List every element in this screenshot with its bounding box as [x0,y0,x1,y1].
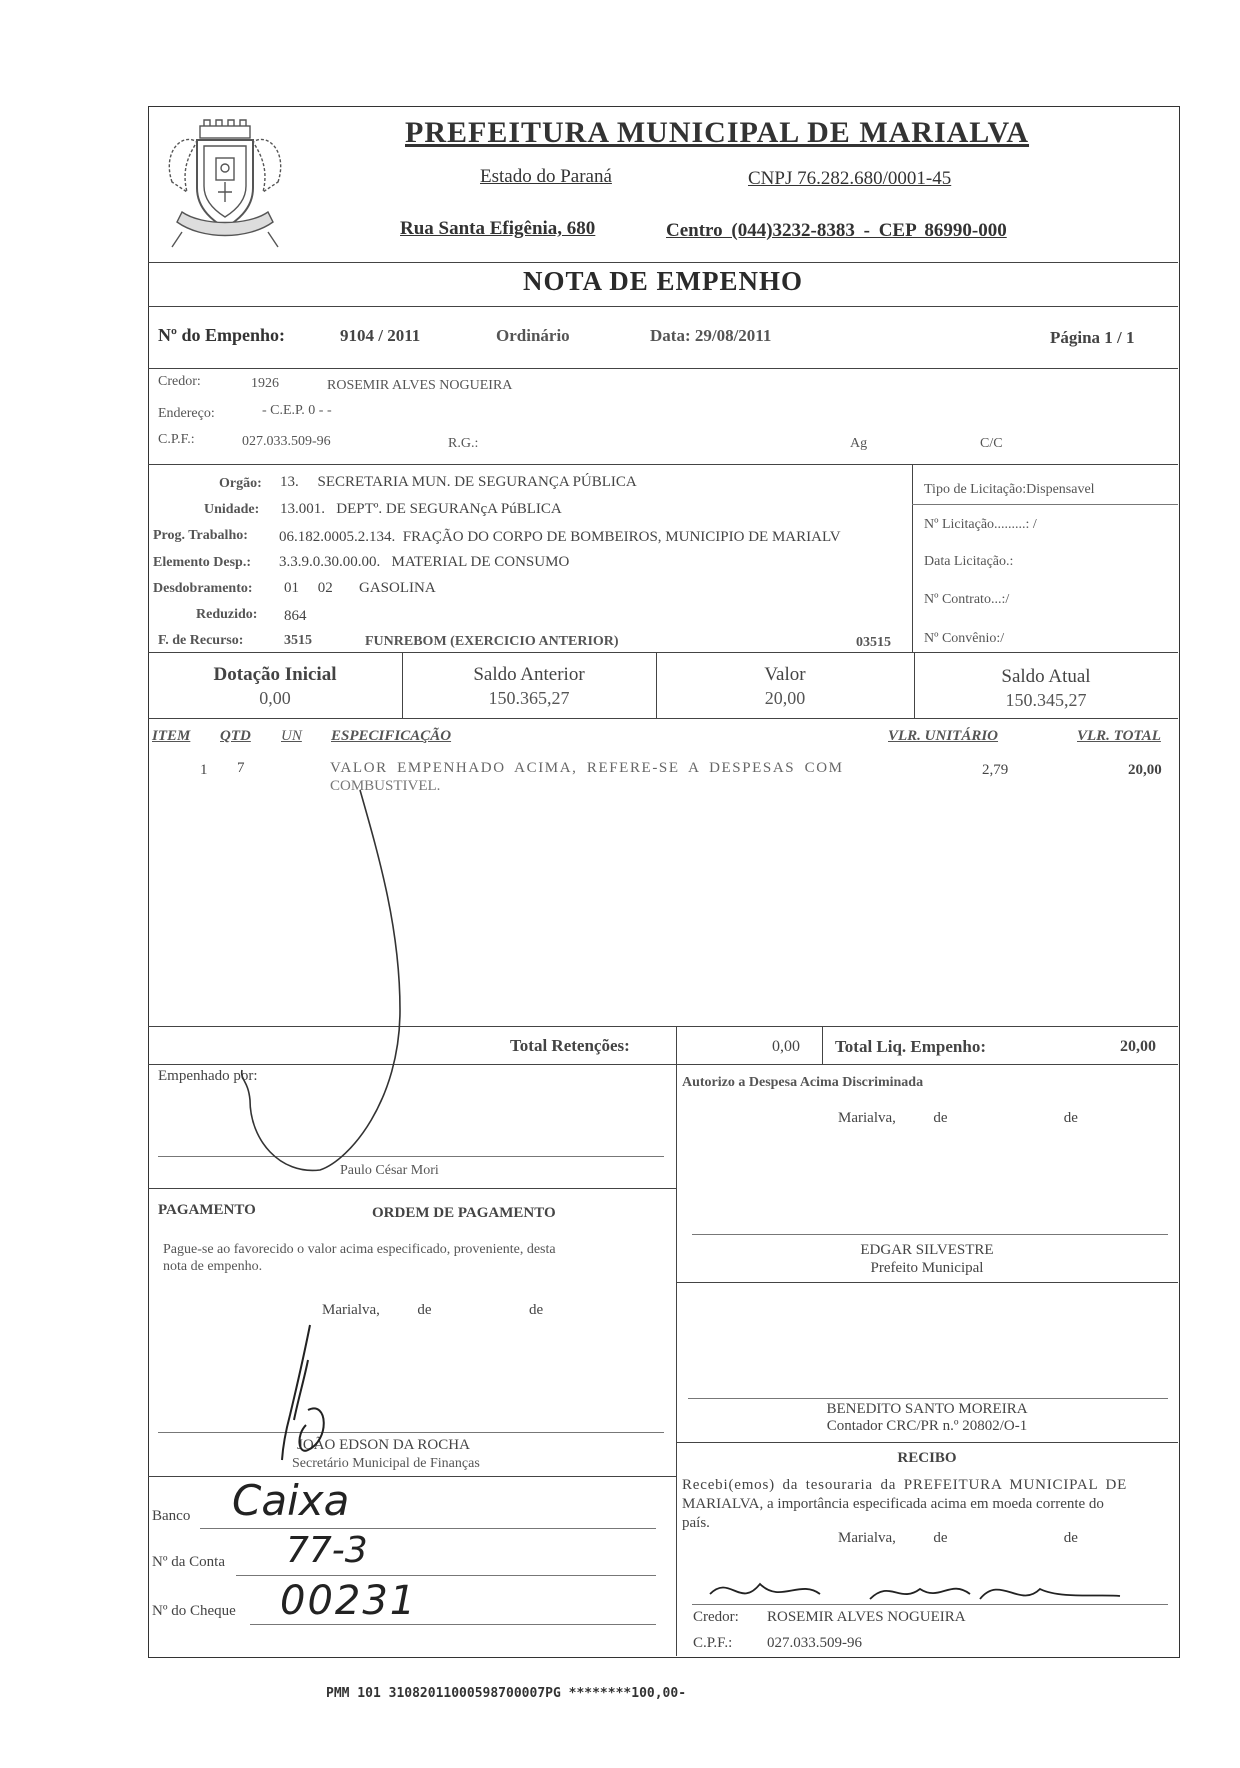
cc-label: C/C [980,436,1003,451]
recurso-code: 3515 [284,633,312,648]
address-label: Rua Santa Efigênia, 680 [400,218,596,239]
orgao-label: Orgão: [219,476,262,491]
recibo-cpf-value: 027.033.509-96 [767,1635,862,1651]
row-qtd: 7 [237,760,245,776]
balance-anterior-value: 150.365,27 [488,688,570,708]
rg-label: R.G.: [448,436,479,451]
licitacao-tipo: Tipo de Licitação:Dispensavel [924,482,1095,497]
state-label: Estado do Paraná [480,166,612,187]
licitacao-convenio: Nº Convênio:/ [924,631,1005,646]
recurso-label: F. de Recurso: [158,633,244,648]
empenho-type: Ordinário [496,326,570,345]
col-spec-header: ESPECIFICAÇÃO [331,728,452,744]
coat-of-arms-logo [152,112,298,258]
municipality-title: PREFEITURA MUNICIPAL DE MARIALVA [405,116,1030,149]
cpf-value: 027.033.509-96 [242,434,331,449]
row-total: 20,00 [1128,762,1162,778]
col-qtd-header: QTD [220,728,251,744]
desdobramento-label: Desdobramento: [153,581,253,596]
cnpj-label: CNPJ 76.282.680/0001-45 [748,168,952,189]
recibo-signature [700,1574,1140,1614]
empenho-number-label: Nº do Empenho: [158,325,285,345]
recibo-label: RECIBO [897,1450,957,1466]
recibo-text-line1: Recebi(emos) da tesouraria da PREFEITURA MUNICIPAL DE [682,1477,1128,1493]
elemento-value: 3.3.9.0.30.00.00. MATERIAL DE CONSUMO [279,554,570,570]
autorizo-label: Autorizo a Despesa Acima Discriminada [682,1075,924,1090]
footer-code: PMM 101 31082011000598700007PG ********100,00- [326,1686,687,1701]
endereco-value: - C.E.P. 0 - - [262,403,332,418]
banco-handwritten: Caixa [232,1476,350,1525]
pagamento-text-line2: nota de empenho. [163,1259,263,1274]
pagamento-label: PAGAMENTO [158,1202,256,1218]
row-item: 1 [200,762,208,778]
recurso-code2: 03515 [856,635,891,650]
recibo-credor-label: Credor: [693,1609,739,1625]
page-number: Página 1 / 1 [1050,328,1135,347]
balance-atual-value: 150.345,27 [1005,690,1087,710]
document-title: NOTA DE EMPENHO [522,266,804,296]
autorizo-place-date: Marialva, de de [838,1110,1078,1126]
liquido-label: Total Liq. Empenho: [835,1037,986,1056]
ordem-pagamento-label: ORDEM DE PAGAMENTO [372,1205,556,1221]
ag-label: Ag [850,436,868,451]
autorizo-signer: EDGAR SILVESTRE [860,1242,994,1258]
unidade-label: Unidade: [204,502,260,517]
balance-dotacao-label: Dotação Inicial [213,664,337,685]
cpf-label: C.P.F.: [158,432,195,447]
pagamento-signature [268,1320,348,1470]
col-unit-header: VLR. UNITÁRIO [888,728,999,744]
recibo-credor-name: ROSEMIR ALVES NOGUEIRA [767,1609,966,1625]
district-phone-cep: Centro (044)3232-8383 - CEP 86990-000 [666,220,1007,241]
recibo-place-date: Marialva, de de [838,1530,1078,1546]
licitacao-numero: Nº Licitação.........: / [924,517,1037,532]
licitacao-contrato: Nº Contrato...:/ [924,592,1010,607]
col-item-header: ITEM [152,728,191,744]
desdobramento-value: 01 02 GASOLINA [284,580,436,596]
empenho-number: 9104 / 2011 [340,326,421,345]
pagamento-role: Secretário Municipal de Finanças [292,1456,480,1471]
conta-label: Nº da Conta [152,1554,225,1570]
balance-valor-label: Valor [764,664,806,685]
cheque-label: Nº do Cheque [152,1603,236,1619]
retencoes-label: Total Retenções: [510,1036,630,1055]
contador-signer: BENEDITO SANTO MOREIRA [826,1401,1028,1417]
elemento-label: Elemento Desp.: [153,555,251,570]
cheque-handwritten: 00231 [280,1578,418,1624]
prog-label: Prog. Trabalho: [153,528,248,543]
pagamento-place-date: Marialva, de de [322,1302,544,1318]
pagamento-text-line1: Pague-se ao favorecido o valor acima especificado, proveniente, desta [163,1242,556,1257]
balance-valor-value: 20,00 [764,688,806,708]
pagamento-signer: JOÃO EDSON DA ROCHA [297,1437,470,1453]
retencoes-value: 0,00 [772,1038,800,1055]
liquido-value: 20,00 [1120,1038,1156,1055]
endereco-label: Endereço: [158,406,215,421]
row-spec-line2: COMBUSTIVEL. [330,778,441,794]
licitacao-data: Data Licitação.: [924,554,1014,569]
recurso-name: FUNREBOM (EXERCICIO ANTERIOR) [365,634,619,649]
col-un-header: UN [281,728,302,744]
unidade-value: 13.001. DEPTº. DE SEGURANçA PúBLICA [280,501,562,517]
recibo-text-line3: país. [682,1515,710,1531]
empenhado-signature [230,780,430,1180]
conta-handwritten: 77-3 [286,1530,368,1571]
balance-dotacao-value: 0,00 [259,688,291,708]
credor-label: Credor: [158,374,201,389]
empenhado-label: Empenhado por: [158,1068,258,1084]
orgao-value: 13. SECRETARIA MUN. DE SEGURANÇA PÚBLICA [280,474,637,490]
balance-atual-label: Saldo Atual [1001,666,1091,687]
prog-value: 06.182.0005.2.134. FRAÇÃO DO CORPO DE BOMBEIROS, MUNICIPIO DE MARIALV [279,529,841,545]
recibo-cpf-label: C.P.F.: [693,1635,733,1651]
balance-anterior-label: Saldo Anterior [473,664,585,685]
reduzido-value: 864 [284,608,307,624]
contador-role: Contador CRC/PR n.º 20802/O-1 [826,1418,1028,1434]
col-total-header: VLR. TOTAL [1077,728,1161,744]
row-unit: 2,79 [982,762,1009,778]
recibo-text-line2: MARIALVA, a importância especificada acima em moeda corrente do [682,1496,1104,1512]
empenho-date: Data: 29/08/2011 [650,326,772,345]
reduzido-label: Reduzido: [196,607,258,622]
credor-code: 1926 [251,376,279,391]
row-spec-line1: VALOR EMPENHADO ACIMA, REFERE-SE A DESPESAS COM [330,760,844,776]
autorizo-role: Prefeito Municipal [870,1260,984,1276]
credor-name: ROSEMIR ALVES NOGUEIRA [327,378,513,393]
empenhado-signer: Paulo César Mori [340,1163,439,1178]
banco-label: Banco [152,1508,191,1524]
